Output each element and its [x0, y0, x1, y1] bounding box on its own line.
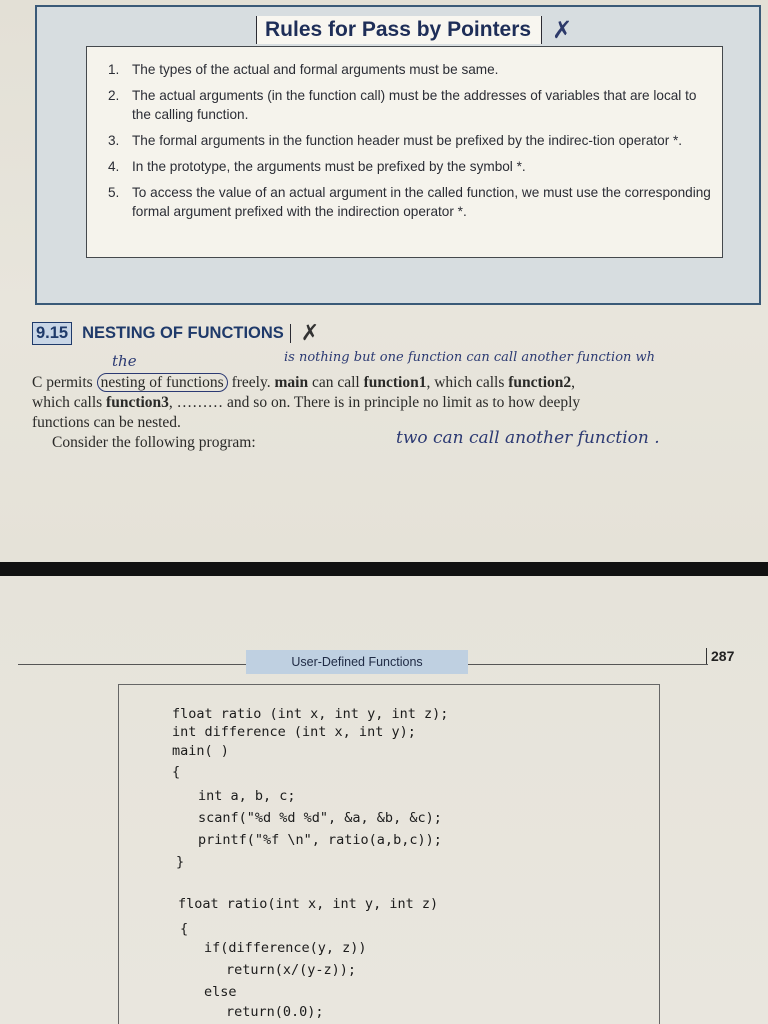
rules-box-title: Rules for Pass by Pointers — [256, 16, 542, 44]
rule-item — [108, 183, 713, 221]
photo-gap — [0, 562, 768, 576]
section-number: 9.15 — [32, 322, 72, 345]
body-line-4: Consider the following program: — [52, 434, 256, 451]
code-line: float ratio(int x, int y, int z) — [178, 896, 439, 912]
code-line: else — [204, 984, 237, 1000]
text-run: , ……… and so on. There is in principle no limit as to how deeply — [168, 394, 581, 411]
text-run: freely. — [227, 374, 275, 391]
rule-text: The formal arguments in the function header must be prefixed by the indirec-tion operator *. — [132, 133, 683, 148]
code-line: float ratio (int x, int y, int z); — [172, 706, 449, 722]
rule-number: 2. — [108, 88, 120, 103]
rule-item — [108, 131, 713, 150]
text-run: can call — [308, 374, 364, 391]
body-line-1 — [32, 372, 766, 393]
rule-text: To access the value of an actual argument in the called function, we must use the corresponding formal argument prefixed with the indirection operator *. — [132, 185, 711, 219]
rule-item — [108, 157, 713, 176]
rule-number: 4. — [108, 159, 120, 174]
keyword-main: main — [274, 374, 309, 391]
keyword-function2: function2 — [508, 374, 572, 391]
page-number: 287 — [706, 648, 734, 664]
code-line: if(difference(y, z)) — [204, 940, 367, 956]
body-line-2 — [32, 392, 766, 413]
rule-item — [108, 60, 713, 79]
book-page-bottom — [0, 576, 768, 1024]
code-line: scanf("%d %d %d", &a, &b, &c); — [198, 810, 442, 826]
rule-item — [108, 86, 713, 124]
code-line: int difference (int x, int y); — [172, 724, 416, 740]
code-line: return(x/(y-z)); — [226, 962, 357, 978]
rule-number: 3. — [108, 133, 120, 148]
code-line: main( ) — [172, 743, 229, 759]
pen-cross-mark: ✗ — [552, 16, 573, 44]
code-line: } — [176, 854, 185, 870]
rules-title-row — [256, 12, 572, 48]
code-line: { — [172, 764, 181, 780]
running-header: User-Defined Functions — [246, 650, 468, 674]
circled-phrase: nesting of functions — [97, 373, 228, 392]
rule-text: The types of the actual and formal arguments must be same. — [132, 62, 499, 77]
rule-number: 5. — [108, 185, 120, 200]
text-run: C permits — [32, 374, 97, 391]
text-run: which calls — [32, 394, 107, 411]
rule-text: The actual arguments (in the function call) must be the addresses of variables that are local to the calling function. — [132, 88, 697, 122]
rule-text: In the prototype, the arguments must be prefixed by the symbol *. — [132, 159, 526, 174]
keyword-function3: function3 — [106, 394, 169, 411]
section-title: NESTING OF FUNCTIONS — [82, 324, 291, 343]
code-line: return(0.0); — [226, 1004, 324, 1020]
text-run: , — [571, 374, 576, 391]
rules-list — [108, 60, 713, 228]
handwritten-word: the — [112, 352, 137, 370]
code-line: { — [180, 921, 189, 937]
handwritten-note: is nothing but one function can call another function wh — [284, 350, 656, 365]
pen-cross-mark: ✗ — [300, 321, 320, 346]
text-run: , which calls — [426, 374, 509, 391]
handwritten-side-note: two can call another function . — [396, 428, 660, 448]
code-line: int a, b, c; — [198, 788, 296, 804]
keyword-function1: function1 — [363, 374, 427, 391]
rule-number: 1. — [108, 62, 120, 77]
body-line-3: functions can be nested. — [32, 414, 181, 431]
code-line: printf("%f \n", ratio(a,b,c)); — [198, 832, 442, 848]
section-heading — [32, 321, 319, 346]
